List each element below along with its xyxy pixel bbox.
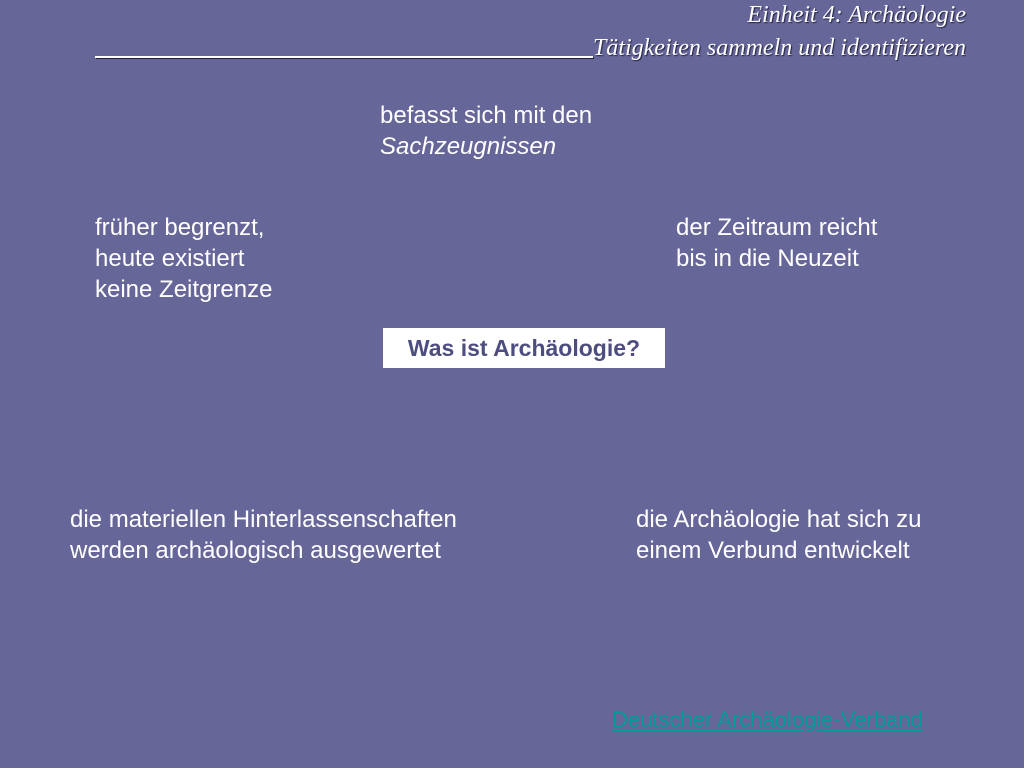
central-question-box [383, 328, 665, 368]
text-line: die Archäologie hat sich zu [636, 506, 922, 533]
title-rule-line [95, 56, 593, 58]
text-block-top [380, 100, 592, 162]
text-line: der Zeitraum reicht [676, 214, 878, 241]
subtitle: Tätigkeiten sammeln und identifizieren [592, 35, 966, 61]
text-line: werden archäologisch ausgewertet [70, 537, 441, 564]
text-line: befasst sich mit den [380, 102, 593, 129]
text-line: einem Verbund entwickelt [636, 537, 910, 564]
text-line: früher begrenzt, [95, 214, 265, 241]
subtitle-row [95, 35, 966, 62]
verband-link[interactable]: Deutscher Archäologie-Verband [612, 707, 923, 732]
text-block-right [676, 212, 877, 274]
text-block-bottom-right [636, 504, 922, 566]
text-line-italic: Sachzeugnissen [380, 133, 557, 160]
central-question: Was ist Archäologie? [407, 334, 641, 361]
text-line: keine Zeitgrenze [95, 276, 273, 303]
text-line: die materiellen Hinterlassenschaften [70, 506, 457, 533]
unit-title: Einheit 4: Archäologie [747, 2, 966, 28]
text-line: bis in die Neuzeit [676, 245, 859, 272]
text-block-left [95, 212, 272, 305]
text-line: heute existiert [95, 245, 245, 272]
text-block-bottom-left [70, 504, 457, 566]
